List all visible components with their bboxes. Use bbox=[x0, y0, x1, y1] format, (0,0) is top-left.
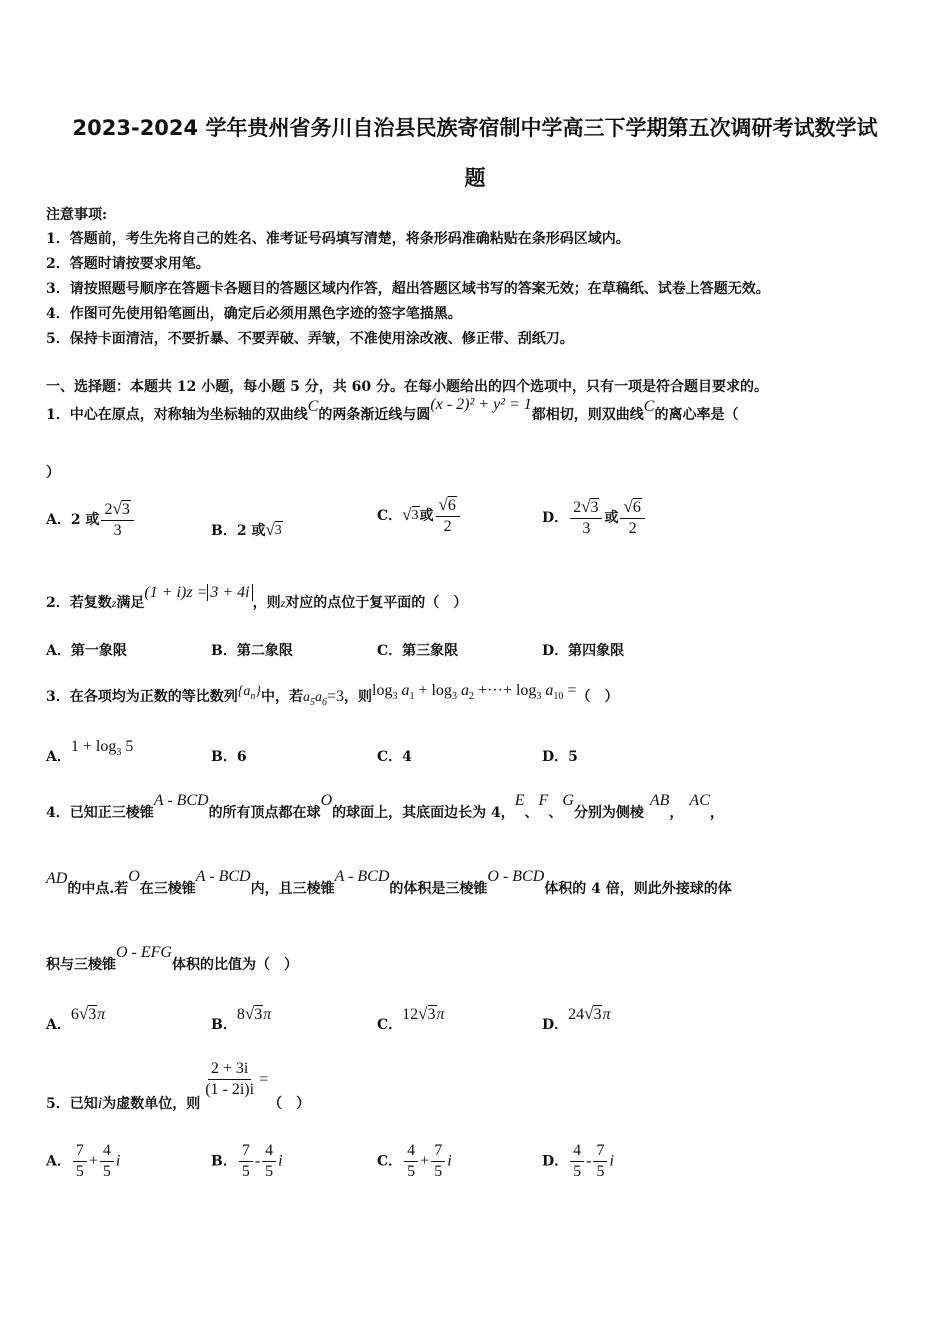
q4-option-c[interactable]: C．12 √ 3 π bbox=[377, 1004, 445, 1033]
note-item: 5．保持卡面清洁，不要折暴、不要弄破、弄皱，不准使用涂改液、修正带、刮纸刀。 bbox=[46, 331, 574, 347]
q5-option-d[interactable]: D． $\frac{4}{5}$ - $\frac{7}{5}$ i bbox=[542, 1142, 614, 1180]
q4-option-b[interactable]: B．8 √ 3 π bbox=[211, 1004, 272, 1033]
q2-option-c[interactable]: C．第三象限 bbox=[377, 643, 459, 659]
q2-option-d[interactable]: D．第四象限 bbox=[542, 643, 625, 659]
q1-option-b[interactable]: B．2 或 √ 3 bbox=[211, 520, 282, 539]
q1-option-c[interactable]: C． √ 3 或 √ 6 2 bbox=[377, 496, 462, 536]
q5-option-b[interactable]: B． $\frac{7}{5}$ - $\frac{4}{5}$ i bbox=[211, 1142, 283, 1180]
question-5: 5．已知i为虚数单位，则 $\frac{2 + 3i}{(1 - 2i)i}$ =（ ） bbox=[46, 1060, 311, 1112]
question-4-line-1: 4．已知正三棱锥A - BCD的所有顶点都在球O的球面上，其底面边长为 4，E、F、G分别为侧棱AB，AC， bbox=[46, 792, 724, 821]
section-heading: 一、选择题：本题共 12 小题，每小题 5 分，共 60 分。在每小题给出的四个选项中，只有一项是符合题目要求的。 bbox=[46, 379, 768, 395]
page-title-continued: 题 bbox=[464, 166, 486, 190]
notes-heading: 注意事项: bbox=[46, 207, 108, 223]
page-title: 2023-2024 学年贵州省务川自治县民族寄宿制中学高三下学期第五次调研考试数学试 bbox=[72, 116, 878, 140]
note-item: 3．请按照题号顺序在答题卡各题目的答题区域内作答，超出答题区域书写的答案无效；在草稿纸、试卷上答题无效。 bbox=[46, 281, 770, 297]
question-4-line-3: 积与三棱锥O - EFG体积的比值为（ ） bbox=[46, 944, 298, 973]
note-item: 2．答题时请按要求用笔。 bbox=[46, 256, 210, 272]
q4-option-d[interactable]: D．24 √ 3 π bbox=[542, 1004, 611, 1033]
question-3: 3．在各项均为正数的等比数列$\{a_n\}$中，若$a_5a_6=3$，则$\log_3 a_1 + \log_3 a_2$ +···+ $\log_3 a_{10}$ =（ ） bbox=[46, 682, 619, 708]
q3-option-d[interactable]: D．5 bbox=[542, 749, 578, 765]
q2-option-b[interactable]: B．第二象限 bbox=[211, 643, 293, 659]
q1-option-a[interactable]: A．2 或 2 √ 3 3 bbox=[46, 500, 136, 540]
question-1-close: ） bbox=[46, 465, 60, 481]
question-2: 2．若复数z满足(1 + i)z = 3 + 4i，则z对应的点位于复平面的（ ） bbox=[46, 584, 468, 611]
q1-option-d[interactable]: D． 2 √ 3 3 或 √ 6 2 bbox=[542, 498, 647, 538]
q5-option-a[interactable]: A． $\frac{7}{5}$ + $\frac{4}{5}$ i bbox=[46, 1142, 121, 1180]
q2-option-a[interactable]: A．第一象限 bbox=[46, 643, 127, 659]
question-4-line-2: AD的中点.若O在三棱锥A - BCD内，且三棱锥A - BCD的体积是三棱锥O - BCD体积的 4 倍，则此外接球的体 bbox=[46, 868, 732, 897]
question-1: 1．中心在原点，对称轴为坐标轴的双曲线C的两条渐近线与圆(x - 2)² + y² = 1都相切，则双曲线C的离心率是（ bbox=[46, 396, 739, 423]
q3-option-a[interactable]: A．$1 + \log_3 5$ bbox=[46, 738, 134, 765]
note-item: 1．答题前，考生先将自己的姓名、准考证号码填写清楚，将条形码准确粘贴在条形码区域内。 bbox=[46, 231, 630, 247]
q3-option-b[interactable]: B．6 bbox=[211, 749, 247, 765]
q4-option-a[interactable]: A．6 √ 3 π bbox=[46, 1004, 106, 1033]
note-item: 4．作图可先使用铅笔画出，确定后必须用黑色字迹的签字笔描黑。 bbox=[46, 306, 462, 322]
q3-option-c[interactable]: C．4 bbox=[377, 749, 412, 765]
q5-option-c[interactable]: C． $\frac{4}{5}$ + $\frac{7}{5}$ i bbox=[377, 1142, 452, 1180]
